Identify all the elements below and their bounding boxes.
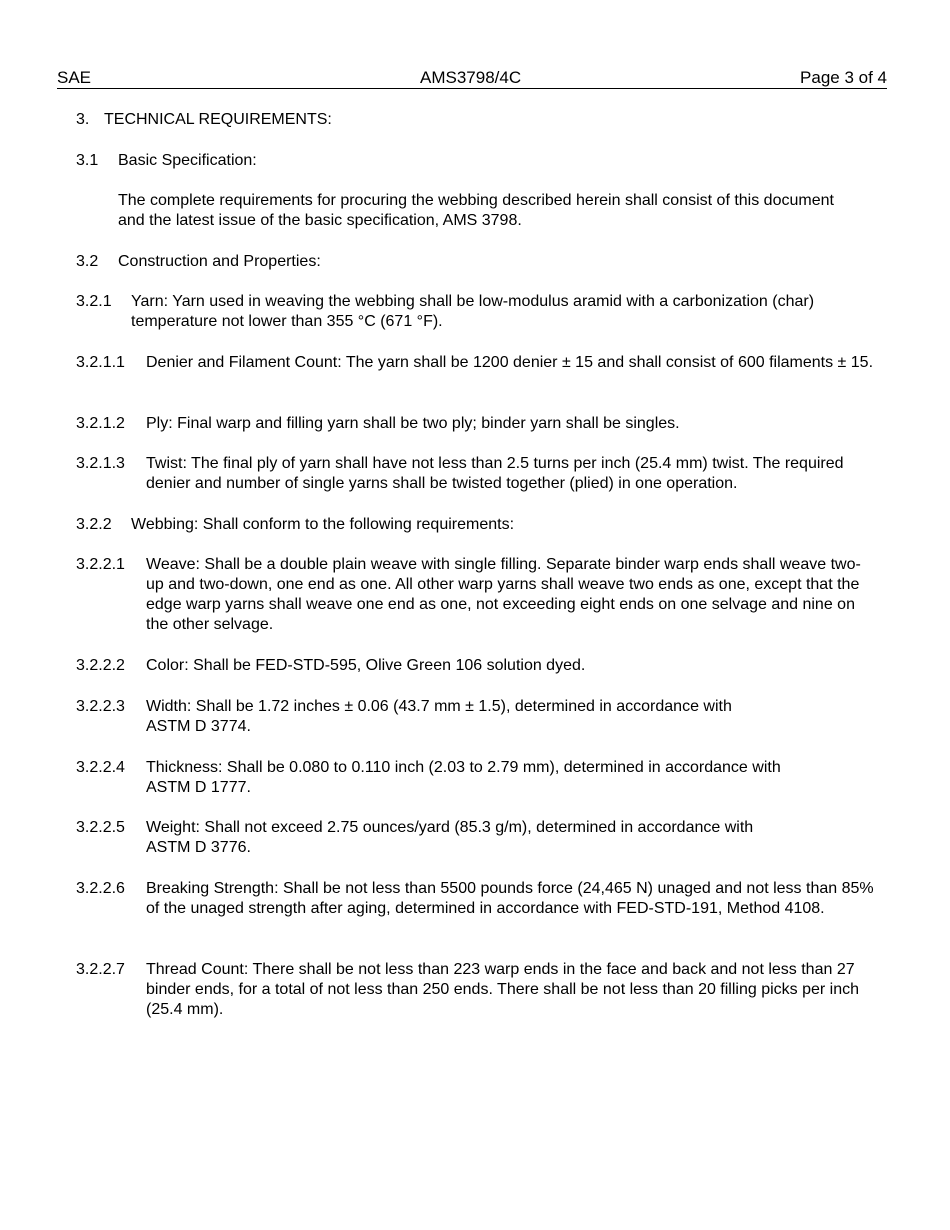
section-number: 3.2.2.2 — [76, 657, 125, 674]
section-number: 3. — [76, 111, 90, 128]
section-number: 3.2.2.6 — [76, 880, 125, 897]
section-text — [146, 818, 876, 858]
text-line: ASTM D 3776. — [146, 839, 251, 856]
section-text: Thread Count: There shall be not less than 223 warp ends in the face and back and not less than 27 binder ends, for a total of not less than 250 ends. There shall be not less than 20 filling picks per inch (25.4 mm). — [146, 961, 860, 1018]
section-number: 3.2.2 — [76, 516, 112, 533]
section-number: 3.2.2.4 — [76, 759, 125, 776]
section-text — [146, 758, 876, 798]
section-heading: TECHNICAL REQUIREMENTS: — [104, 111, 332, 128]
section-number: 3.2 — [76, 253, 99, 270]
section-text — [146, 697, 876, 737]
section-text: Color: Shall be FED-STD-595, Olive Green 106 solution dyed. — [146, 657, 586, 674]
section-number: 3.2.2.3 — [76, 698, 125, 715]
header-doc-number: AMS3798/4C — [420, 68, 522, 87]
section-number: 3.2.2.1 — [76, 556, 125, 573]
section-text: Webbing: Shall conform to the following requirements: — [131, 516, 515, 533]
text-line: Width: Shall be 1.72 inches ± 0.06 (43.7 mm ± 1.5), determined in accordance with — [146, 698, 732, 715]
section-text: Ply: Final warp and filling yarn shall be two ply; binder yarn shall be singles. — [146, 415, 680, 432]
section-text: Twist: The final ply of yarn shall have not less than 2.5 turns per inch (25.4 mm) twist. The required denier and number of single yarns shall be twisted together (plied) in one operation. — [146, 455, 844, 492]
section-text: Denier and Filament Count: The yarn shall be 1200 denier ± 15 and shall consist of 600 filaments ± 15. — [146, 354, 874, 371]
section-number: 3.2.2.5 — [76, 819, 125, 836]
section-heading: Basic Specification: — [118, 152, 257, 169]
section-text: Breaking Strength: Shall be not less than 5500 pounds force (24,465 N) unaged and not less than 85% of the unaged strength after aging, determined in accordance with FED-STD-191, Method 4108. — [146, 880, 874, 917]
header-org: SAE — [57, 68, 92, 87]
section-3-1-paragraph: The complete requirements for procuring the webbing described herein shall consist of this document and the latest issue of the basic specification, AMS 3798. — [118, 192, 834, 229]
section-text: Yarn: Yarn used in weaving the webbing shall be low-modulus aramid with a carbonization (char) temperature not lower than 355 °C (671 °F). — [131, 293, 815, 330]
section-number: 3.2.2.7 — [76, 961, 125, 978]
page-header — [57, 68, 887, 89]
header-page-number: Page 3 of 4 — [800, 68, 887, 87]
section-number: 3.2.1.3 — [76, 455, 125, 472]
section-number: 3.1 — [76, 152, 99, 169]
section-number: 3.2.1 — [76, 293, 112, 310]
section-number: 3.2.1.1 — [76, 354, 125, 371]
text-line: ASTM D 3774. — [146, 718, 251, 735]
section-text: Weave: Shall be a double plain weave with single filling. Separate binder warp ends shall weave two-up and two-down, one end as one. All other warp yarns shall weave two ends as one, except that the edge warp yarns shall weave one end as one, not exceeding eight ends on one selvage and nine on the other selvage. — [146, 556, 861, 633]
text-line: Thickness: Shall be 0.080 to 0.110 inch (2.03 to 2.79 mm), determined in accordance with — [146, 759, 781, 776]
section-heading: Construction and Properties: — [118, 253, 321, 270]
section-number: 3.2.1.2 — [76, 415, 125, 432]
text-line: Weight: Shall not exceed 2.75 ounces/yard (85.3 g/m), determined in accordance with — [146, 819, 754, 836]
text-line: ASTM D 1777. — [146, 779, 251, 796]
